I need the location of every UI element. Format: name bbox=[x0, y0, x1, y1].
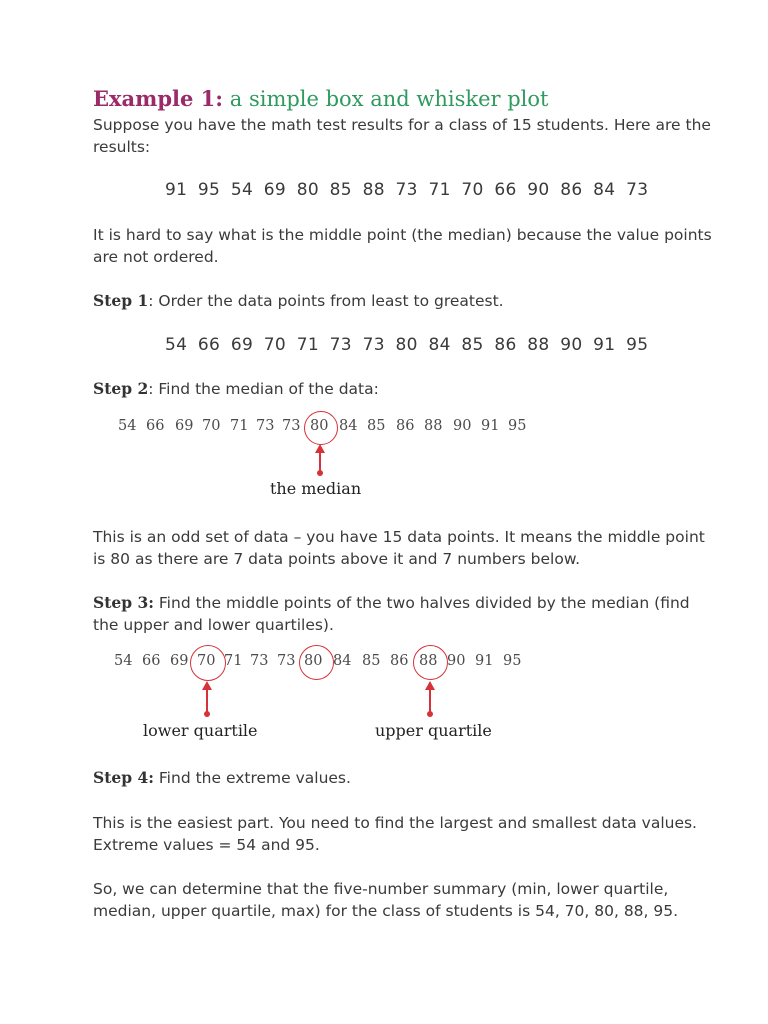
quartile-figure-number: 71 bbox=[224, 653, 243, 669]
median-figure-number: 80 bbox=[310, 418, 329, 434]
lower-quartile-dot bbox=[204, 711, 210, 717]
step1-paragraph bbox=[93, 290, 713, 312]
median-figure-number: 86 bbox=[396, 418, 415, 434]
upper-quartile-arrow bbox=[429, 689, 431, 713]
median-hard-paragraph: It is hard to say what is the middle point (the median) because the value points are not ordered. bbox=[93, 226, 712, 266]
upper-quartile-circle bbox=[413, 645, 448, 680]
upper-quartile-dot bbox=[427, 711, 433, 717]
median-arrow-dot bbox=[317, 470, 323, 476]
quartile-figure-number: 84 bbox=[333, 653, 352, 669]
median-arrow bbox=[319, 452, 321, 472]
quartile-figure-number: 86 bbox=[390, 653, 409, 669]
step4-text: Find the extreme values. bbox=[153, 769, 351, 787]
lower-quartile-label: lower quartile bbox=[143, 721, 258, 740]
step4-paragraph bbox=[93, 767, 713, 789]
median-figure-number: 69 bbox=[175, 418, 194, 434]
median-figure-number: 70 bbox=[202, 418, 221, 434]
quartile-figure-number: 91 bbox=[475, 653, 494, 669]
example-title bbox=[93, 86, 548, 111]
quartile-figure-number: 95 bbox=[503, 653, 522, 669]
step4-label: Step 4: bbox=[93, 768, 154, 787]
quartile-figure-number: 66 bbox=[142, 653, 161, 669]
median-figure-number: 54 bbox=[118, 418, 137, 434]
median-label: the median bbox=[270, 479, 362, 498]
intro-paragraph: Suppose you have the math test results for a class of 15 students. Here are the results: bbox=[93, 116, 711, 156]
step1-label: Step 1 bbox=[93, 291, 149, 310]
median-figure-number: 90 bbox=[453, 418, 472, 434]
summary-paragraph: So, we can determine that the five-number summary (min, lower quartile, median, upper quartile, max) for the class of students is 54, 70, 80, 88, 95. bbox=[93, 880, 679, 920]
median-figure-number: 73 bbox=[282, 418, 301, 434]
step3-text: Find the middle points of the two halves divided by the median (find the upper and lower quartiles). bbox=[93, 594, 690, 634]
quartile-figure-number: 90 bbox=[447, 653, 466, 669]
quartile-figure-number: 80 bbox=[304, 653, 323, 669]
step2-text: : Find the median of the data: bbox=[148, 380, 379, 398]
median-circle bbox=[304, 411, 338, 445]
quartile-figure-number: 85 bbox=[362, 653, 381, 669]
lower-quartile-circle bbox=[190, 645, 226, 681]
quartile-figure-number: 73 bbox=[250, 653, 269, 669]
step1-text: : Order the data points from least to greatest. bbox=[148, 292, 504, 310]
raw-data-line: 91 95 54 69 80 85 88 73 71 70 66 90 86 84 73 bbox=[165, 180, 649, 200]
example-title-rest: a simple box and whisker plot bbox=[229, 87, 549, 111]
step2-label: Step 2 bbox=[93, 379, 149, 398]
easiest-paragraph: This is the easiest part. You need to find the largest and smallest data values. Extreme values = 54 and 95. bbox=[93, 814, 697, 854]
median-circle-2 bbox=[299, 645, 334, 680]
step3-label: Step 3: bbox=[93, 593, 154, 612]
median-figure-number: 66 bbox=[146, 418, 165, 434]
median-figure-number: 91 bbox=[481, 418, 500, 434]
quartile-figure-number: 69 bbox=[170, 653, 189, 669]
median-figure-number: 88 bbox=[424, 418, 443, 434]
median-figure-number: 95 bbox=[508, 418, 527, 434]
step2-paragraph bbox=[93, 378, 713, 400]
median-figure-number: 71 bbox=[230, 418, 249, 434]
quartile-figure-number: 73 bbox=[277, 653, 296, 669]
quartile-figure-number: 88 bbox=[419, 653, 438, 669]
median-figure-number: 84 bbox=[339, 418, 358, 434]
median-figure-number: 73 bbox=[256, 418, 275, 434]
ordered-data-line: 54 66 69 70 71 73 73 80 84 85 86 88 90 91 95 bbox=[165, 335, 649, 355]
odd-set-paragraph: This is an odd set of data – you have 15 data points. It means the middle point is 80 as there are 7 data points above it and 7 numbers below. bbox=[93, 528, 705, 568]
lower-quartile-arrow bbox=[206, 689, 208, 713]
step3-paragraph bbox=[93, 592, 713, 636]
median-figure-number: 85 bbox=[367, 418, 386, 434]
example-title-prefix: Example 1: bbox=[93, 86, 224, 111]
upper-quartile-label: upper quartile bbox=[375, 721, 492, 740]
quartile-figure-number: 54 bbox=[114, 653, 133, 669]
quartile-figure-number: 70 bbox=[197, 653, 216, 669]
